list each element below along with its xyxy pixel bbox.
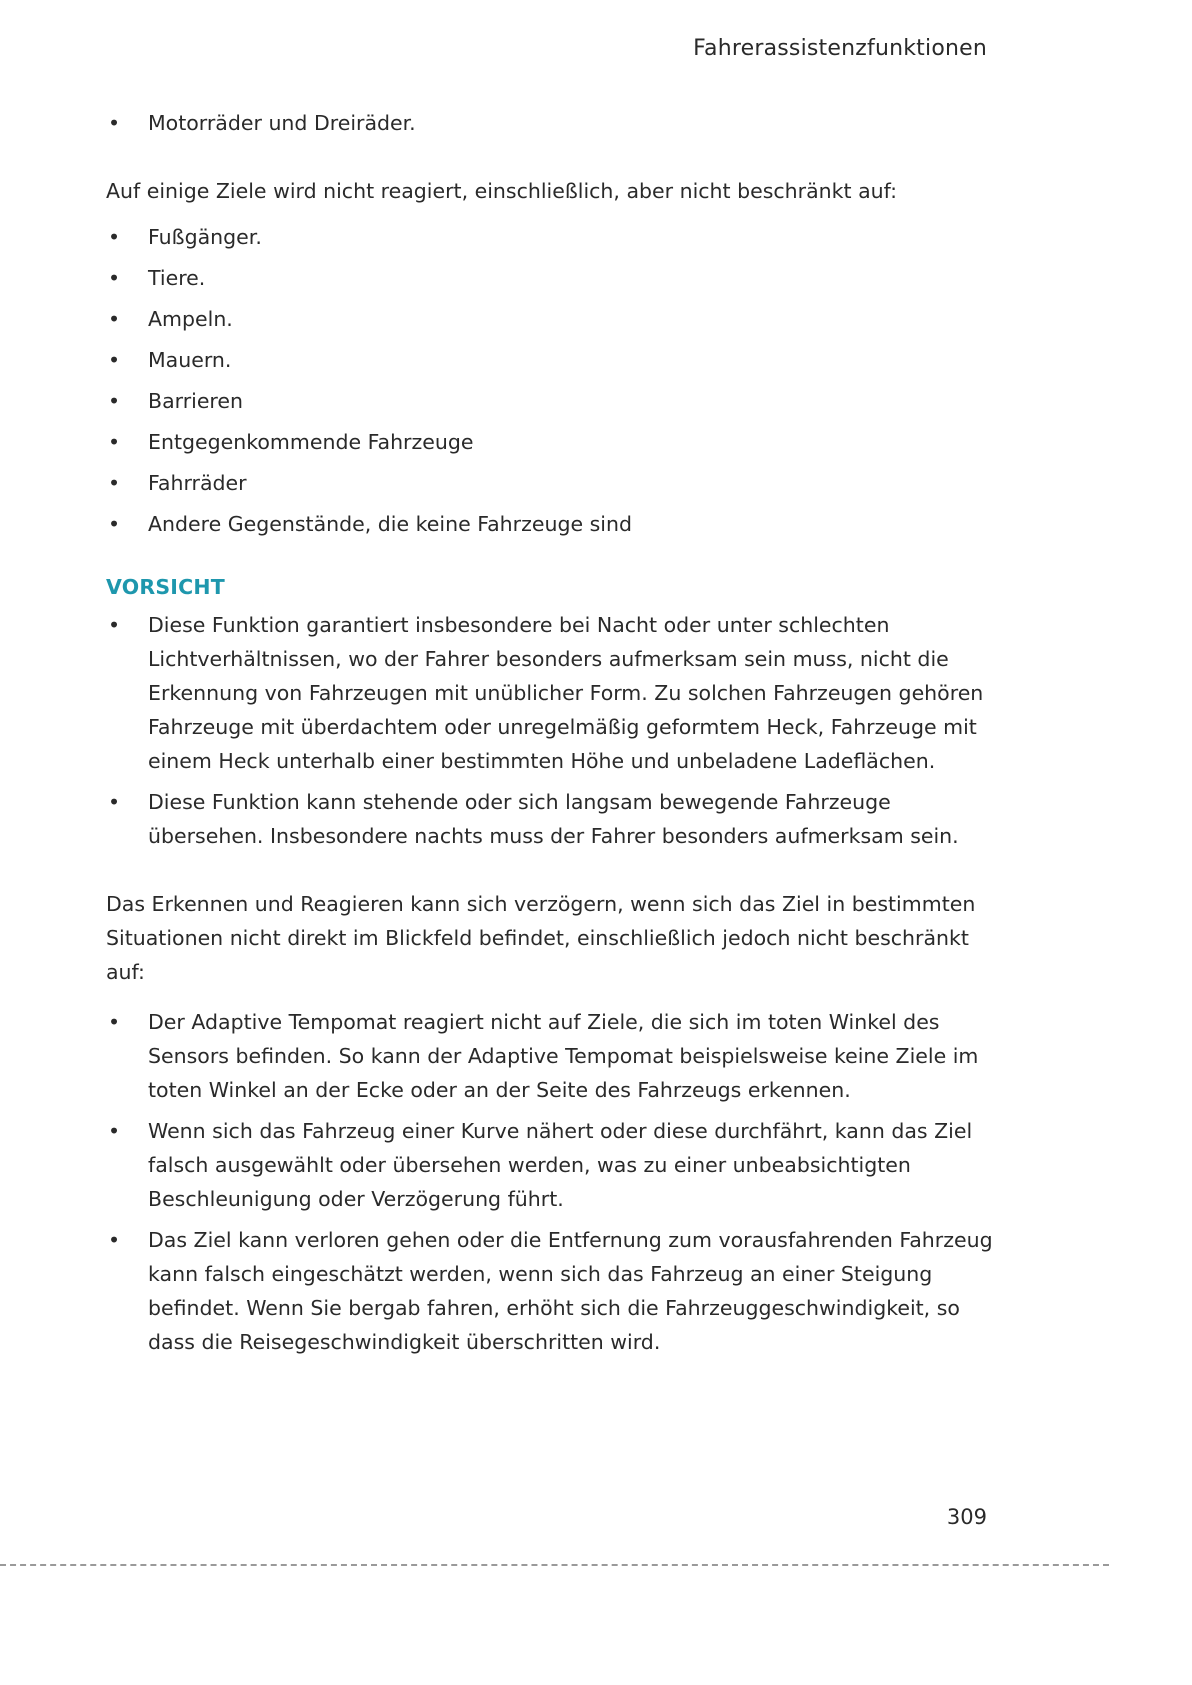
list-item-text: Diese Funktion kann stehende oder sich langsam bewegende Fahrzeuge übersehen. Insbesondere nachts muss der Fahrer besonders aufmerksam sein.	[148, 790, 959, 848]
list-item-text: Der Adaptive Tempomat reagiert nicht auf Ziele, die sich im toten Winkel des Sensors befinden. So kann der Adaptive Tempomat beispielsweise keine Ziele im toten Winkel an der Ecke oder an der Seite des Fahrzeugs erkennen.	[148, 1010, 979, 1102]
running-header-title: Fahrerassistenzfunktionen	[693, 36, 987, 61]
bullet-glyph: •	[108, 613, 121, 637]
list-item-text: Das Ziel kann verloren gehen oder die Entfernung zum vorausfahrenden Fahrzeug kann falsch eingeschätzt werden, wenn sich das Fahrzeug an einer Steigung befindet. Wenn Sie bergab fahren, erhöht sich die Fahrzeuggeschwindigkeit, so dass die Reisegeschwindigkeit überschritten wird.	[148, 1228, 993, 1354]
caution-heading: VORSICHT	[106, 575, 225, 599]
list-item	[106, 507, 1004, 541]
bullet-glyph: •	[108, 512, 121, 536]
list-item-text: Mauern.	[148, 348, 232, 372]
bullet-glyph: •	[108, 389, 121, 413]
list-first	[106, 106, 1004, 140]
list-item	[106, 343, 1004, 377]
page-number: 309	[946, 1505, 987, 1529]
detection-paragraph: Das Erkennen und Reagieren kann sich verzögern, wenn sich das Ziel in bestimmten Situationen nicht direkt im Blickfeld befindet, einschließlich jedoch nicht beschränkt auf:	[106, 892, 976, 984]
list-item	[106, 302, 1004, 336]
list-item-text: Wenn sich das Fahrzeug einer Kurve nähert oder diese durchfährt, kann das Ziel falsch ausgewählt oder übersehen werden, was zu einer unbeabsichtigten Beschleunigung oder Verzögerung führt.	[148, 1119, 973, 1211]
bullet-glyph: •	[108, 348, 121, 372]
list-item	[106, 220, 1004, 254]
list-item-text: Entgegenkommende Fahrzeuge	[148, 430, 474, 454]
list-item	[106, 106, 1004, 140]
list-item-text: Barrieren	[148, 389, 244, 413]
list-ignored-targets	[106, 220, 1004, 541]
list-caution	[106, 608, 1004, 853]
list-item-text: Andere Gegenstände, die keine Fahrzeuge sind	[148, 512, 632, 536]
list-item	[106, 785, 1004, 853]
page-content	[106, 106, 1004, 1366]
list-item	[106, 384, 1004, 418]
bullet-glyph: •	[108, 266, 121, 290]
list-item-text: Fahrräder	[148, 471, 247, 495]
list-item	[106, 261, 1004, 295]
bullet-glyph: •	[108, 111, 121, 135]
bullet-glyph: •	[108, 1010, 121, 1034]
list-item-text: Tiere.	[148, 266, 206, 290]
list-item-text: Fußgänger.	[148, 225, 262, 249]
bullet-glyph: •	[108, 225, 121, 249]
list-item	[106, 1005, 1004, 1107]
list-item-text: Diese Funktion garantiert insbesondere bei Nacht oder unter schlechten Lichtverhältnissen, wo der Fahrer besonders aufmerksam sein muss, nicht die Erkennung von Fahrzeugen mit unüblicher Form. Zu solchen Fahrzeugen gehören Fahrzeuge mit überdachtem oder unregelmäßig geformtem Heck, Fahrzeuge mit einem Heck unterhalb einer bestimmten Höhe und unbeladene Ladeflächen.	[148, 613, 984, 773]
intro-paragraph: Auf einige Ziele wird nicht reagiert, einschließlich, aber nicht beschränkt auf:	[106, 179, 898, 203]
list-item	[106, 1223, 1004, 1359]
bullet-glyph: •	[108, 430, 121, 454]
list-item	[106, 425, 1004, 459]
list-item	[106, 608, 1004, 778]
bullet-glyph: •	[108, 1119, 121, 1143]
bullet-glyph: •	[108, 1228, 121, 1252]
list-item	[106, 466, 1004, 500]
list-item-text: Ampeln.	[148, 307, 233, 331]
page-edge-divider	[0, 1564, 1109, 1566]
bullet-glyph: •	[108, 307, 121, 331]
list-item-text: Motorräder und Dreiräder.	[148, 111, 416, 135]
bullet-glyph: •	[108, 790, 121, 814]
bullet-glyph: •	[108, 471, 121, 495]
list-situations	[106, 1005, 1004, 1359]
list-item	[106, 1114, 1004, 1216]
